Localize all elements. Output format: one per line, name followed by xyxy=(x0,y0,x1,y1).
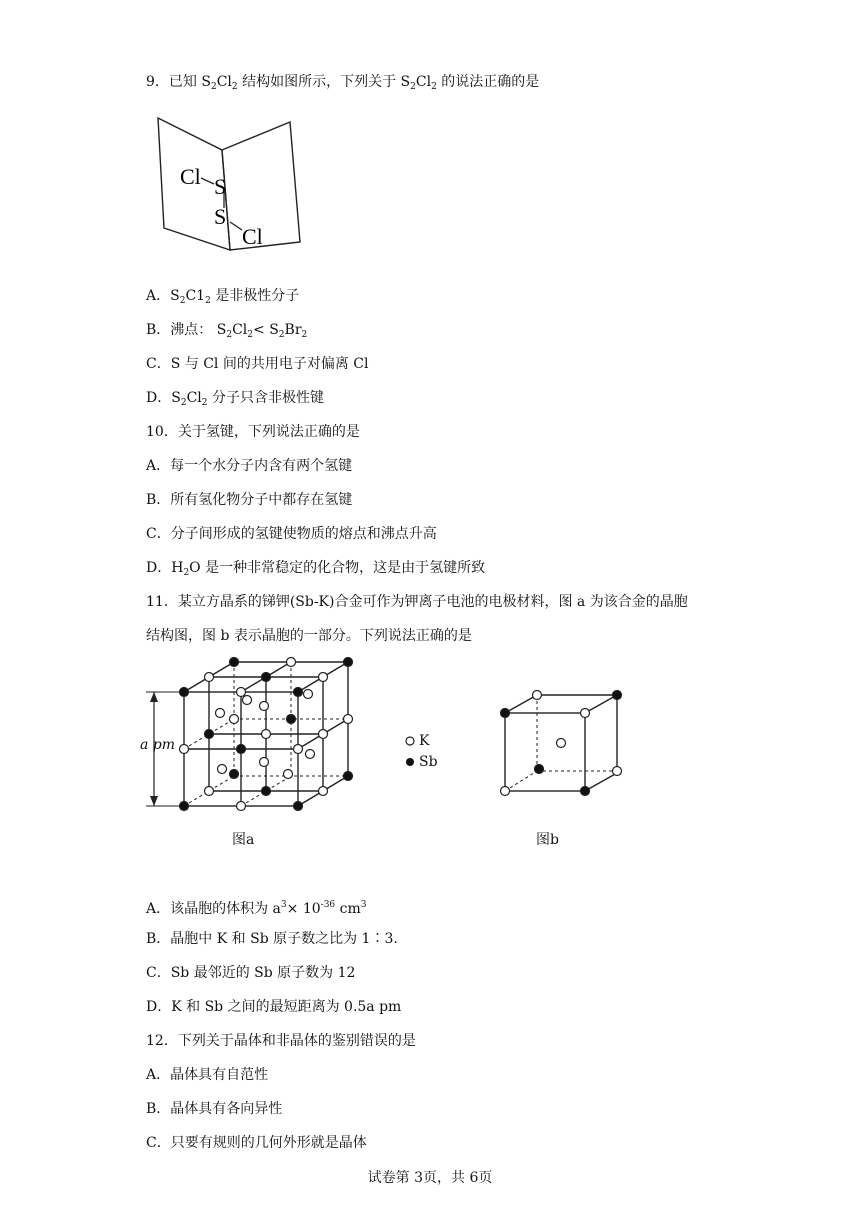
crystal-cell-figure-a xyxy=(140,650,380,825)
legend-k-symbol xyxy=(404,735,416,747)
q10-option-d: D．$H_2O$ 是一种非常稳定的化合物，这是由于氢键所致 xyxy=(146,560,486,578)
q11-stem-line1: 11．某立方晶系的锑钾(Sb-K)合金可作为钾离子电池的电极材料，图 a 为该合金的晶胞 xyxy=(146,594,688,610)
legend-sb-label: Sb xyxy=(419,754,438,770)
q10-option-a: A．每一个水分子内含有两个氢键 xyxy=(146,458,353,474)
q10-stem: 10．关于氢键，下列说法正确的是 xyxy=(146,424,360,440)
q11-option-d: D．K 和 Sb 之间的最短距离为 0.5a pm xyxy=(146,999,402,1015)
q9-option-c: C．S 与 Cl 间的共用电子对偏离 Cl xyxy=(146,356,369,372)
s-label-1: S xyxy=(214,174,227,199)
legend-sb-symbol xyxy=(404,756,416,768)
q11-option-b: B．晶胞中 K 和 Sb 原子数之比为 1∶3. xyxy=(146,931,398,947)
s-label-2: S xyxy=(214,204,227,229)
q12-stem: 12．下列关于晶体和非晶体的鉴别错误的是 xyxy=(146,1033,416,1049)
q9-option-d: D．$S_2Cl_2$ 分子只含非极性键 xyxy=(146,390,324,408)
q10-option-c: C．分子间形成的氢键使物质的熔点和沸点升高 xyxy=(146,526,437,542)
q9-stem: 9．已知 $S_2Cl_2$ 结构如图所示，下列关于 $S_2Cl_2$ 的说法正确的是 xyxy=(146,74,540,92)
q11-option-a: A．该晶胞的体积为 $a^3\times 10^{-36}$ $cm^3$ xyxy=(146,900,367,917)
caption-figure-b: 图b xyxy=(536,832,559,848)
dimension-label: a pm xyxy=(140,737,176,753)
caption-figure-a: 图a xyxy=(232,832,255,848)
q9-option-b: B．沸点： $S_2Cl_2< S_2Br_2$ xyxy=(146,322,308,340)
q12-option-b: B．晶体具有各向异性 xyxy=(146,1101,283,1117)
q9-option-a: A．$S_2C1_2$ 是非极性分子 xyxy=(146,288,300,306)
q11-stem-line2: 结构图，图 b 表示晶胞的一部分。下列说法正确的是 xyxy=(146,628,472,644)
legend-k-label: K xyxy=(419,733,430,749)
q11-option-c: C．Sb 最邻近的 Sb 原子数为 12 xyxy=(146,965,356,981)
s2cl2-structure-figure xyxy=(150,110,310,260)
crystal-cell-figure-b xyxy=(495,685,635,805)
cl-label-1: Cl xyxy=(180,164,201,189)
q12-option-a: A．晶体具有自范性 xyxy=(146,1067,269,1083)
cl-label-2: Cl xyxy=(242,224,263,249)
q10-option-b: B．所有氢化物分子中都存在氢键 xyxy=(146,492,353,508)
page-footer: 试卷第 3页，共 6页 xyxy=(367,1170,493,1186)
q12-option-c: C．只要有规则的几何外形就是晶体 xyxy=(146,1135,367,1151)
